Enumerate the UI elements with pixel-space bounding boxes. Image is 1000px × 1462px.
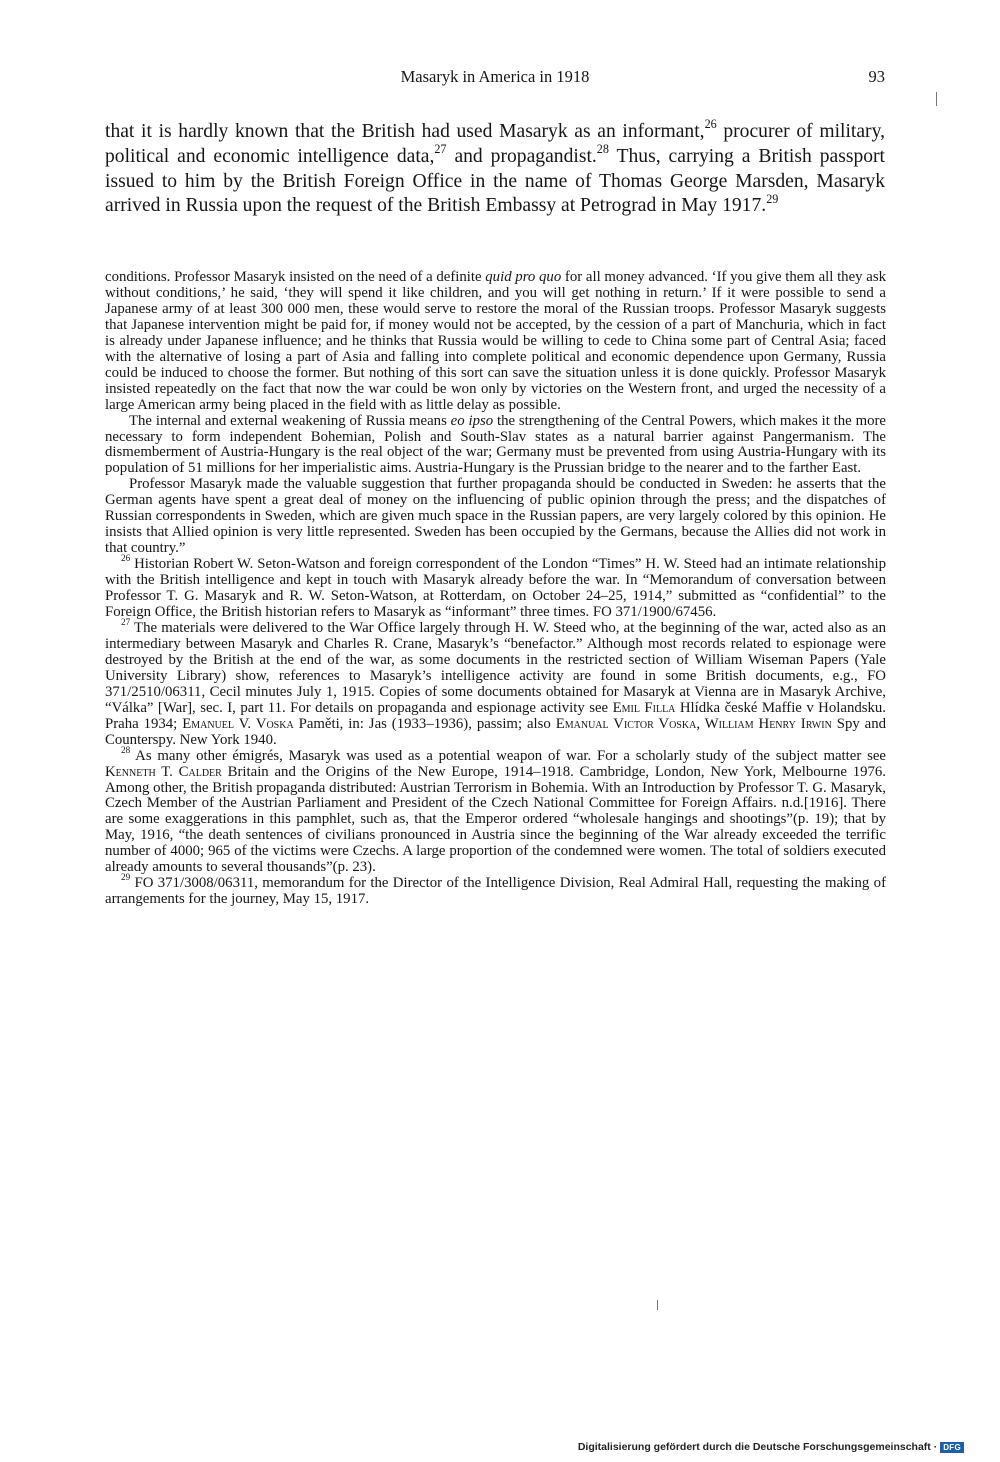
main-paragraph <box>105 117 886 219</box>
footnote-text: Paměti, in: Jas (1933–1936), passim; also <box>293 715 556 732</box>
footnote-number: 29 <box>121 872 131 883</box>
scan-mark <box>936 92 937 106</box>
quote-text: for all money advanced. ‘If you give them all they ask without conditions,’ he said, ‘they will spend it like children, and you will get nothing in return.’ If it were possible to send a Japanese army of at least 300 000 men, these would serve to restore the moral of the Russian troops. Professor Masaryk suggests that Japanese intervention might be paid for, if money would not be accepted, by the cession of a part of Manchuria, which in fact is already under Japanese influence; and he thinks that Russia would be willing to cede to China some part of Central Asia; faced with the alternative of losing a part of Asia and falling into complete political and economic dependence upon Germany, Russia could be induced to choose the former. But nothing of this sort can save the situation unless it is done quickly. Professor Masaryk insisted repeatedly on the fact that now the war could be won only by victories on the Western front, and urged the necessity of a large American army being placed in the field with as little delay as possible. <box>105 269 886 413</box>
footnote-29 <box>105 872 886 908</box>
scan-mark <box>657 1300 658 1310</box>
quote-text: the strengthening of the Central Powers, which makes it the more necessary to form independent Bohemian, Polish and South-Slav states as a natural barrier against Pangermanism. The dismemberment of Austria-Hungary is the real object of the war; Germany must be prevented from using Austria-Hungary with its population of 51 millions for her imperialistic aims. Austria-Hungary is the Prussian bridge to the nearer and to the farther East. <box>105 412 886 477</box>
author-name: Emil Filla <box>612 699 676 716</box>
footnote-text: Hlídka české Maffie v Holandsku. Praha 1934; <box>105 699 886 732</box>
footnote-text: Spy and Counterspy. New York 1940. <box>105 715 887 748</box>
footnote-text: Historian Robert W. Seton-Watson and foreign correspondent of the London “Times” H. W. Steed had an intimate relationship with the British intelligence and kept in touch with Masaryk already before the war. In “Memorandum of conversation between Professor T. G. Masaryk and R. W. Seton-Watson, at Rotterdam, on October 24–25, 1914,” submitted as “confidential” to the Foreign Office, the British historian refers to Masaryk as “informant” three times. FO 371/1900/67456. <box>105 556 886 621</box>
digitization-credit <box>578 1441 964 1453</box>
running-title: Masaryk in America in 1918 <box>400 67 590 86</box>
author-name: Kenneth T. Calder <box>105 763 222 780</box>
credit-text: Digitalisierung gefördert durch die Deutsche Forschungsgemeinschaft · <box>577 1441 938 1453</box>
author-name: Emanual Victor Voska, William Henry Irwin <box>555 715 832 732</box>
quote-italic: quid pro quo <box>485 269 562 285</box>
quote-italic: eo ipso <box>450 412 494 429</box>
body-text-3: and propagandist. <box>446 145 597 167</box>
footnote-text: The materials were delivered to the War Office largely through H. W. Steed who, at the beginning of the war, acted also as an intermediary between Masaryk and Charles R. Crane, Masaryk’s “benefactor.” Although most records related to espionage were destroyed by the British at the end of the war, as some documents in the restricted section of William Wiseman Papers (Yale University Library) show, references to Masaryk’s intelligence activity are found in some British documents, e.g., FO 371/2510/06311, Cecil minutes July 1, 1915. Copies of some documents obtained for Masaryk at Vienna are in Masaryk Archive, “Válka” [War], sec. I, part 11. For details on propaganda and espionage activity see <box>105 619 886 716</box>
footnote-number: 27 <box>121 617 131 628</box>
footnote-ref-27[interactable]: 27 <box>434 142 447 157</box>
footnote-text: As many other émigrés, Masaryk was used as a potential weapon of war. For a scholarly study of the subject matter see <box>130 747 886 764</box>
footnote-ref-29[interactable]: 29 <box>766 191 779 206</box>
quote-paragraph-1 <box>105 270 886 414</box>
quote-paragraph-3: Professor Masaryk made the valuable suggestion that further propaganda should be conducted in Sweden: he asserts that the German agents have spent a great deal of money on the influencing of public opinion through the press; and the dispatches of Russian correspondents in Sweden, which are given much space in the Russian papers, are very largely colored by this opinion. He insists that Allied opinion is very little represented. Sweden has been occupied by the Germans, because the Allies did not work in that country.” <box>105 476 886 557</box>
quote-text: The internal and external weakening of Russia means <box>129 412 451 429</box>
quote-paragraph-2 <box>105 414 886 478</box>
body-text-1: that it is hardly known that the British had used Masaryk as an informant, <box>105 121 705 142</box>
footnote-text: FO 371/3008/06311, memorandum for the Director of the Intelligence Division, Real Admiral Hall, requesting the making of arrangements for the journey, May 15, 1917. <box>105 875 886 908</box>
author-name: Emanuel V. Voska <box>182 715 294 732</box>
footnote-ref-26[interactable]: 26 <box>704 117 717 132</box>
dfg-logo: DFG <box>940 1442 964 1453</box>
quote-text: conditions. Professor Masaryk insisted on the need of a definite <box>105 269 486 285</box>
footnotes-section <box>105 270 886 908</box>
footnote-27 <box>105 617 887 749</box>
footnote-26 <box>105 553 886 621</box>
body-text-2: procurer of military, political and economic intelligence data, <box>105 121 885 167</box>
footnote-text: Britain and the Origins of the New Europe, 1914–1918. Cambridge, London, New York, Melbourne 1976. Among other, the British propaganda distributed: Austrian Terrorism in Bohemia. With an Introduction by Professor T. G. Masaryk, Czech Member of the Austrian Parliament and President of the Czech National Committee for Foreign Affairs. n.d.[1916]. There are some exaggerations in this pamphlet, such as, that the Emperor ordered “wholesale hangings and shootings”(p. 19); that by May, 1916, “the death sentences of civilians pronounced in Austria since the beginning of the War already exceeded the terrific number of 4000; 965 of the victims were Czechs. A large proportion of the condemned were women. The total of soldiers executed already amounts to several thousands”(p. 23). <box>105 763 886 876</box>
footnote-ref-28[interactable]: 28 <box>596 142 609 157</box>
page-number: 93 <box>868 67 885 86</box>
footnote-28 <box>105 744 886 877</box>
footnote-number: 26 <box>121 553 131 564</box>
body-text-4: Thus, carrying a British passport issued to him by the British Foreign Office in the name of Thomas George Marsden, Masaryk arrived in Russia upon the request of the British Embassy at Petrograd in May 1917. <box>105 145 886 217</box>
footnote-number: 28 <box>121 744 131 755</box>
